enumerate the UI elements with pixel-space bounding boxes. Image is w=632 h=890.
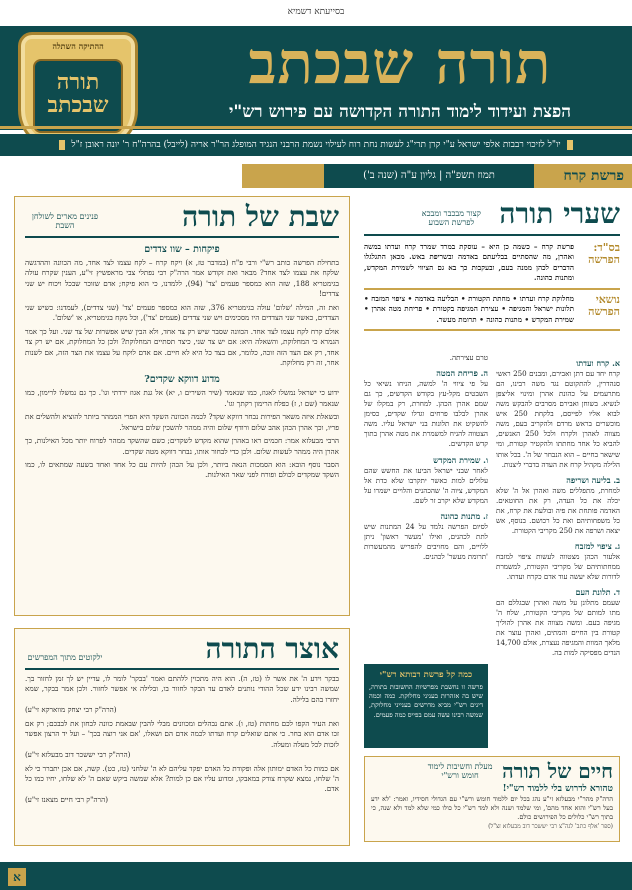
page-number: א xyxy=(8,868,26,886)
top-line: בסייעתא דשמיא xyxy=(287,7,345,17)
topics-label: נושאי הפרשה xyxy=(588,292,620,318)
item-head: ו. שמירת המקדש xyxy=(433,454,488,465)
otzar-tag: ילקוטים מתוך המפרשים xyxy=(27,653,103,663)
logo-word-1: תורה xyxy=(56,69,100,95)
header-band xyxy=(0,26,632,130)
otzar-source: (הרה"ק רבי יצחק מווארקא זי"ע) xyxy=(25,705,117,715)
item-text: לסיום הפרשה נלמד על 24 המתנות שיש לתת לכהנים, ואילו 'מעשר ראשון' ניתן ללויים, והם מחויבים להפריש מהמעשרות 'תרומת מעשר' לכהנים. xyxy=(364,521,488,561)
otzar-entry: ואת העיר הקפו לכם מחתות (טז, ו). אתם נבהלים ומכוונים מבלי להבין שבאמת כוונה לבחון את לבבכם; רק אם זכו אדם הוא בחר. כי אתם שואלים קרח ועדתו לכמה אדם הם ושאלו, 'אם אני רוצה בכך' – ועל יד הרצון אפשר לזכות לכל מעלה ומעלה. xyxy=(25,718,339,749)
intro-label: בס"ד: הפרשה xyxy=(588,241,620,267)
section-rule xyxy=(25,668,339,670)
shabbat-title: שבת של תורה xyxy=(182,200,339,233)
summary-column-right xyxy=(496,353,620,753)
shabbat-tag: פנינים מארים לשולחן השבת xyxy=(31,211,99,231)
item-head: ד. תלונת העם xyxy=(575,587,620,598)
candle-icon xyxy=(59,140,65,150)
chaim-shel-torah-box xyxy=(364,756,620,842)
dedication-bar xyxy=(0,134,632,156)
shaarei-torah-section xyxy=(364,197,620,331)
item-text: למחרת, מתפללים משה ואהרן אל ה' שלא יכלה את כל העדה, רק את החוטאים. האדמה פותחת את פיה ובולעת את קרח, את כל משפחותיהם ואת כל רכושם. בנוסף, אש יצאה ושרפה את 250 מקריבי הקטורת. xyxy=(496,485,620,535)
logo-top-text: ההתיקה השתלה xyxy=(52,41,104,51)
logo xyxy=(18,32,138,150)
item-text: אלעזר הכהן מצטווה לעשות ציפוי למזבח ממחתותיהם של מקריבי הקטורת, למשמרת לדורות שלא יעשה עוד אדם כקרח ועדתו. xyxy=(496,551,620,582)
chaim-subtitle: טהורא לדרוש בלי ללמוד רש"י! xyxy=(502,784,613,794)
intro-text: פרשת קרח – כשמה כן היא – עוסקת במרד שמרד קרח ועדתו במשה ואהרן, מה שהסתיים בבליעתם באדמה ובשריפת באש. מכאן התגלגלו הדברים לכהן ממנה בעם, ובעקבות כך בא גם הציווי לשמירת המקדש, ומתנות כהונה. xyxy=(364,242,574,283)
candle-icon xyxy=(567,140,573,150)
shabbat-paragraph: הרבי מבעלזא אמר: חכמים ראו באהרן שהוא מקדש לשקדים; כשם שהשקד ממהר לפרוח יותר מכל האילנות, כך אהרן היה ממהר לעשות שלום. ולכן כדי לבחור אותו, נבחר דווקא מטה שקדים. xyxy=(25,436,339,456)
marker-text: טרם עצירתה. xyxy=(449,353,488,362)
newsletter-title: תורה שבכתב xyxy=(248,29,552,97)
header-gold-rule xyxy=(0,126,632,129)
summary-column-left xyxy=(364,353,488,658)
item-text: קרח יחד עם דתן ואבירם, ומבנים 250 ראשי סנהדרין, להתקוטם נגד משה רבינו, הם מתרעמים על כהונת אהרן ומינוי אליצפן לנשיא. בשוחן ואבירם מסרבים להבקש משה לבוא אליו לפייסם, בלקחת 250 איש מוכשרים בראש מרדם ולהקריב בעם, משה מצווה לאהרן ולקרח ולכל 250 האנשים, להביא כל אחד מחתתו ולהקטיר קטורת, ומי שישאר בחיים – הוא הנבחר של ה'. בכל אותו הלילה מקהיל קרח את העדה בדברי ליצנות. xyxy=(496,369,620,469)
otzar-source: (הרה"ק רבי יששכר דוב מבעלזא זי"ע) xyxy=(25,750,131,760)
section-rule xyxy=(364,234,620,236)
topics-text: מחלוקת קרח ועדתו • מחתת הקטורת • הבליעה באדמה • ציפוי המזבח • תלונות ישראל והמגיפה • עצירת המגיפה בקטורת • פריחת מטה אהרן • שמירת המקדש • מתנות כהונה • תרומת מעשר. xyxy=(364,293,574,324)
footer-band xyxy=(0,862,632,890)
otzar-source: (הרה"ק רבי חיים מצאנז זי"ע) xyxy=(25,794,109,804)
newsletter-subtitle: הפצת ועידוד לימוד התורה הקדושה עם פירוש רש"י xyxy=(228,102,572,122)
item-head: א. קרח ועדתו xyxy=(576,358,620,368)
dedication-text: יו"ל לזיכוי רבבות אלפי ישראל ע"י קרן תרי"ג לעשות נחת רוח לעילוי נשמת הרבני הנגיד המופלג הר"ר אריה (לייבל) בהרה"ח ר' יונה ראובן ז"ל xyxy=(71,140,561,150)
shabbat-paragraph: בתחילת הפרשה כותב רש"י ורבי פ"ח (במדבר טז, א) ויקח קרח – לקח עצמו לצד אחד, מה הכוונה וההדגשה שלקח את עצמו לצד אחד? מבאר ואת זקודש אמר הרה"ק רבי נפתלי צבי מראפשיץ זי"ע, הענין שקרח עולה בגימטריא 188, שזה הוא כמספר פעמים 'צד' (94), ללמדנו, כי הוא פיקח; אדם שזוכר שבכל ויכוח יש שני צדדים! xyxy=(25,258,339,299)
otzar-hatorah-box xyxy=(14,628,350,846)
section-rule xyxy=(364,329,620,331)
otzar-title: אוצר התורה xyxy=(205,632,339,665)
item-text: לאחר שבני ישראל הביעו את החשש שהם עלולים למות כאשר יתקרבו שלא כדת אל המקדש, ציוה ה' שהכהנים והלויים ישמרו על המקדש שלא יקרב זר לשם. xyxy=(364,465,488,505)
chaim-text: הרה"ק מהר"י מבעלזא זי"ע נהג בכל יום ללמוד חומש ורש"י עם הגדולי חסידיו, ואמר: 'לא ידע בעל רש"י והוא אחד מהם', ומי שלמד ושנה ולא למד רש"י כל כולו כמי שלא למד ולא שנה, כי בתוך רש"י כלולים כל הפירושים כולם. xyxy=(371,795,613,822)
shabbat-paragraph: אולם קרח לקח עצמו לצד אחד. הכוונה שסבר שיש רק צד אחד, ולא הבין שיש אפשרות של צד שני. ועל כך אמר הגמרא כי המחלוקת, והשאלה היא: אם יש צד שני, כיצד תסתיים המחלוקת? ולכן כל המחלוקת, אם יש רק צד אחד, רק אם הצד הזה זוכה, כלומר, אם בצד כל היא לא חיים. אם אדם לוקח על עצמו את הצד הזה, אם לשנות אחר, זה רק מחלוקת. xyxy=(25,326,339,367)
section-rule xyxy=(25,236,339,238)
item-head: ז. מתנות כהונה xyxy=(440,510,488,521)
item-text: על פי ציווי ה' למשה, הניחו נשיאי כל השבטים מקל-עץ בקודש הקדשים, כך גם שמם אהרן הכהן. למחרת, רק במקלו של אהרן לבלבו פרחים וגדלו שקדים, כסימן להשקיט את תלונות בני ישראל עליו. משה הצטווה להניח למשמרת את מטה אהרן בתוך קדש הקדשים. xyxy=(364,379,488,449)
item-head: ג. ציפוי למזבח xyxy=(574,540,620,551)
shabbat-paragraph: הסבר נוסף הובא: הוא הסמכות הנאה ביותר, ולכן על הכהן להיות עם כל אחד ואחד בשעה שמתאים לו, כמו השקד שמקדים לכולם ופורח לפני שאר האילנות. xyxy=(25,460,339,480)
item-text: שעמם מתלונן על משה ואהרן שבגללם הם מתו למותם של מקריבי הקטורת, שלח ה' מגיפה בעם. ומשה מצווה את אהרן להוליך קטורת בין החיים והמתים, ואהרן עוצר את מלאך המוות והמגיפה נעצרת, אולם 14,700 הנדים מפסיקה למות בה. xyxy=(496,598,620,658)
shabbat-shel-torah-box xyxy=(14,196,350,616)
shabbat-subhead-1: פיקחות – שוו צדדים xyxy=(144,244,220,255)
chaim-title: חיים של תורה xyxy=(502,759,613,783)
logo-inner xyxy=(33,59,123,133)
rashi-box-title: כמה קל פרשת רבותא רש"י xyxy=(379,670,473,680)
otzar-entry: אם כמות כל האדם ימותון אלה ופקודת כל האדם יפקד עליהם לא ה' שלחני (טז, כט). קשה, אם אכן יתברר כי לא ה' שלחו, נמצא שקרח צודק במאבקו, ומדוע עליו אם כן למות? אלא שמשה ביקש שאם ה' לא שלחו, יחיו כמו כל אדם. xyxy=(25,763,339,794)
shaarei-torah-title: שערי תורה xyxy=(499,197,620,230)
item-head: ה. פריחת המטה xyxy=(436,368,488,379)
shabbat-paragraph: ואת זה, המילה 'שלום' עולה בגימטריא 376, שזה הוא כמספר פעמים 'צד' (שני צדדים), לעמדנו: כשיש שני הצדדים, כאשר שני הצדדים היו מסכימים ויש שני צדדים (פעמים 'צד'), וכל מקח בגימטריא, או 'שלום'. xyxy=(25,302,339,323)
logo-word-2: שבכתב xyxy=(47,92,109,119)
rashi-box xyxy=(364,664,488,748)
issue-date: תמוז תשפ"ה | גליון ע"ה (שנה ב') xyxy=(324,164,534,188)
shabbat-paragraph: ובשאלת איזה משאר הפירות נבחר דווקא שקד? לכמה הכוונה השקד היא הפרי הממהר ביותר להוציא ולהשלים את פריו, וכך אהרן הכהן אהב שלום ורודף שלום והיה ממהר להשכין שלום בישראל. xyxy=(24,412,339,432)
chaim-source: (ספר 'אלף כתב' לגה"צ רבי יששכר דוב מבעלזא זצ"ל) xyxy=(488,823,613,831)
rashi-box-text: פרשה זו נחשבת מפרשיות החשובות בתורה, שיש בה אזהרות בעניני מחלוקת. כמה וכמה דינים רש"י מביא מדרשים בענייני מחלוקת, שמשה רבינו עשה עמם בפייס כמה פעמים. xyxy=(369,683,483,719)
item-head: ב. בליעה ושריפה xyxy=(566,474,620,485)
shabbat-paragraph: ידוע כי ישראל נמשלו לאגוז, כמו שנאמר (שיר השירים ו, יא) אל גנת אגוז ירדתי וגו'. כך גם נמשלו לרימון, כמו שנאמר (שם ו, ז) כפלח הרימון רקתך וגו'. xyxy=(25,388,339,408)
section-rule xyxy=(364,288,620,290)
otzar-entry: בבקר וידע ה' את אשר לו (טז, ה). הוא היה מתכוין ללהתם ואמר 'בבקר' לומר לו, עדיין יש לך זמן לחזור בך. שמשה רבינו ידע שכל ההודי נותנים לאדם עד הבקר לחזור בו, ובלילה אי אפשר לחזור. ולכן אמר בבקר, שמא יחזרו בהם בלילה. xyxy=(25,674,339,704)
parsha-name: פרשת קרח xyxy=(563,168,624,184)
chaim-tag: מעלת וחשיבות לימוד חומש ורש"י xyxy=(427,761,493,781)
shabbat-subhead-2: מדוע דווקא שקדים? xyxy=(144,374,220,386)
shaarei-torah-tag: קצור מבכבר ומבכא לפרשת השבוע xyxy=(421,208,481,228)
